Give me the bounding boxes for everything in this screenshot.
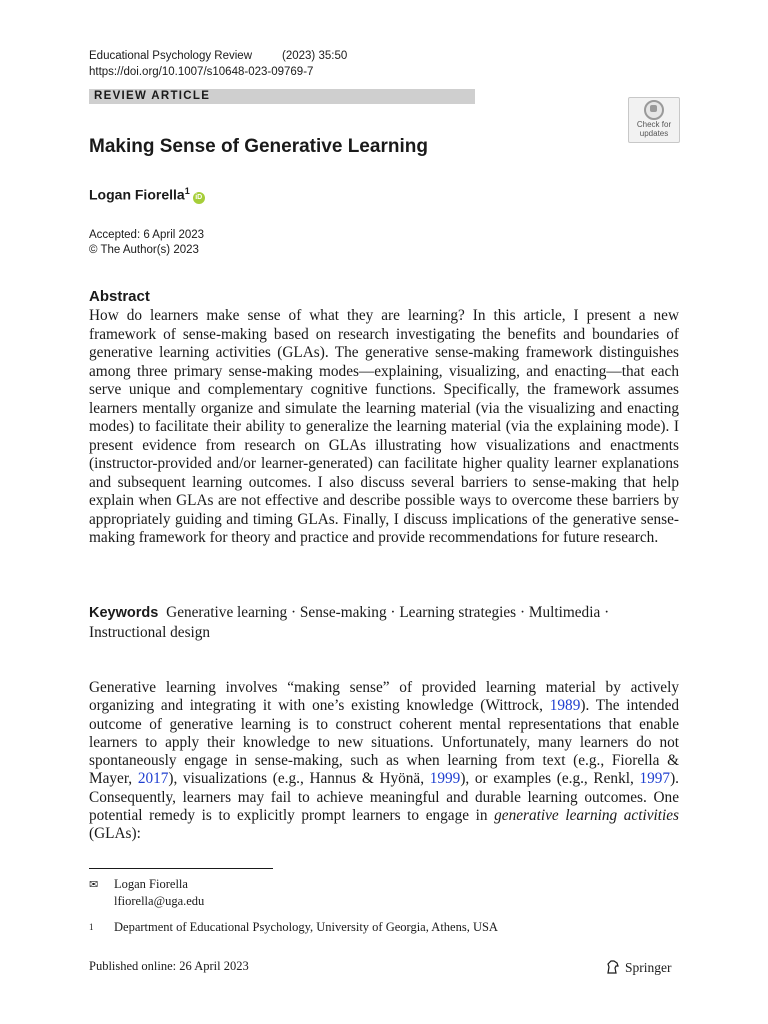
- journal-volume: (2023) 35:50: [282, 50, 348, 62]
- check-updates-line2: updates: [639, 129, 669, 138]
- article-type-banner: [89, 89, 475, 104]
- check-updates-icon: [644, 100, 664, 120]
- keywords-block: [89, 603, 679, 642]
- body-text: ). Consequently, learners may fail to achieve meaningful and durable learning outcomes. One potential remedy is to explicitly prompt learners to engage in: [89, 770, 679, 825]
- citation-link[interactable]: 2017: [137, 770, 169, 788]
- keywords-list: Generative learning · Sense-making · Learning strategies · Multimedia · Instructional design: [89, 604, 610, 641]
- author-line: [89, 186, 205, 204]
- copyright-notice: © The Author(s) 2023: [89, 244, 199, 256]
- author-affil-mark: 1: [184, 186, 190, 196]
- check-updates-line1: Check for: [636, 120, 672, 129]
- published-online: Published online: 26 April 2023: [89, 959, 249, 973]
- journal-name: Educational Psychology Review: [89, 50, 253, 62]
- citation-link[interactable]: 1997: [639, 770, 671, 788]
- body-text: (GLAs):: [89, 825, 141, 843]
- corresponding-author: [89, 876, 204, 909]
- journal-header: [89, 48, 347, 80]
- springer-horse-icon: [605, 959, 621, 975]
- body-text: ). The intended outcome of generative learning is to construct coherent mental representations that enable learners to apply their knowledge to new situations. Unfortunately, many learners do not spontaneously engage in sense-making, such as when learning from text (e.g., Fiorella & Mayer,: [89, 697, 680, 788]
- accepted-date: Accepted: 6 April 2023: [89, 229, 205, 241]
- article-dates: [89, 228, 204, 258]
- affiliation-text: Department of Educational Psychology, University of Georgia, Athens, USA: [114, 920, 498, 934]
- affiliation-footnote: [89, 919, 498, 935]
- author-name: Logan Fiorella: [89, 186, 185, 203]
- body-text: ), or examples (e.g., Renkl,: [460, 770, 640, 788]
- keywords-heading: Keywords: [89, 605, 159, 621]
- affil-number: 1: [89, 922, 94, 932]
- envelope-icon: ✉: [89, 879, 99, 891]
- intro-paragraph: [89, 679, 679, 844]
- doi-link[interactable]: https://doi.org/10.1007/s10648-023-09769-7: [89, 66, 314, 78]
- citation-link[interactable]: 1989: [549, 697, 581, 715]
- citation-link[interactable]: 1999: [429, 770, 461, 788]
- abstract-heading: Abstract: [89, 288, 150, 305]
- article-title: Making Sense of Generative Learning: [89, 136, 428, 157]
- publisher-name: Springer: [625, 960, 672, 975]
- emphasized-term: generative learning activities: [494, 807, 680, 825]
- contact-email[interactable]: lfiorella@uga.edu: [114, 894, 205, 908]
- orcid-icon[interactable]: iD: [193, 192, 205, 204]
- abstract-text: How do learners make sense of what they are learning? In this article, I present a new framework of sense-making based on research investigating the benefits and boundaries of generative learning activities (GLAs). The generative sense-making framework distinguishes among three primary sense-making modes—explaining, visualizing, and enacting—that each serve unique and complementary cognitive functions. Specifically, the framework assumes learners mentally organize and simulate the learning material (via the visualizing and enacting modes) to facilitate their ability to generalize the learning material (via the explaining mode). I present evidence from research on GLAs illustrating how visualizations and enactments (instructor-provided and/or learner-generated) can facilitate higher quality learner explanations and subsequent learning outcomes. I also discuss several barriers to sense-making that help explain when GLAs are not effective and describe possible ways to overcome these barriers by appropriately guiding and timing GLAs. Finally, I discuss implications of the generative sense-making framework for theory and practice and provide recommendations for future research.: [89, 307, 679, 546]
- check-for-updates-badge[interactable]: [628, 97, 680, 143]
- article-type-label: REVIEW ARTICLE: [94, 90, 211, 102]
- publisher-logo: [605, 959, 672, 976]
- body-text: Generative learning involves “making sense” of provided learning material by actively organizing and integrating it with one’s existing knowledge (Wittrock,: [89, 679, 679, 715]
- body-text: ), visualizations (e.g., Hannus & Hyönä,: [168, 770, 430, 788]
- footnote-divider: [89, 868, 273, 869]
- contact-name: Logan Fiorella: [114, 877, 188, 891]
